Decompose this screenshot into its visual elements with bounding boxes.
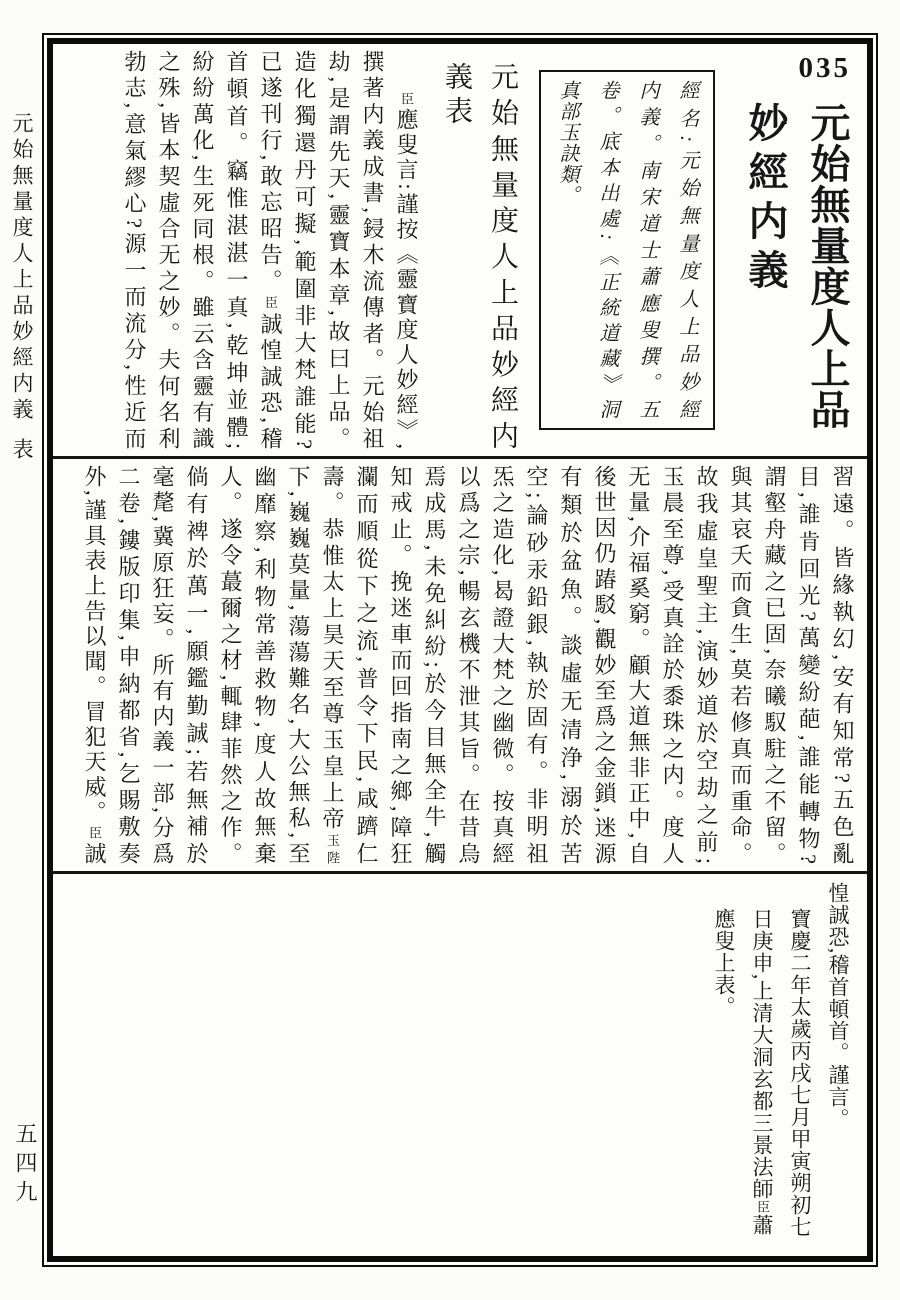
section-top <box>53 44 867 456</box>
text-serial-number: 035 <box>798 52 851 84</box>
column-text: 外,謹具表上告以聞。冒犯天威。 <box>82 465 107 826</box>
text-column <box>667 80 707 420</box>
small-annotation-char: 臣 <box>87 825 102 842</box>
column-text: 誠惶誠恐,稽 <box>258 312 283 450</box>
text-column <box>621 465 655 865</box>
text-column <box>519 465 553 865</box>
column-text: 内義。南宋道士蕭應叟撰。五 <box>636 80 658 420</box>
small-annotation-char: 臣 <box>399 92 414 109</box>
column-text: 誠 <box>82 842 107 865</box>
text-column <box>627 80 667 420</box>
text-column <box>117 50 151 450</box>
column-text: 謂壑舟藏之已固,奈曦馭駐之不留。 <box>762 465 787 865</box>
column-text: 劫,是謂先天,靈寶本章,故曰上品。 <box>326 50 351 450</box>
column-text: 應叟言:謹按《靈寶度人妙經》, <box>394 108 419 450</box>
section-bottom <box>53 874 867 1256</box>
column-text: 紛紛萬化,生死同根。雖云含靈有識 <box>190 50 215 450</box>
text-column <box>825 465 859 865</box>
text-column <box>77 465 111 865</box>
text-column <box>547 80 587 420</box>
column-text: 經名:元始無量度人上品妙經 <box>676 80 698 420</box>
small-annotation-char: 玉陛 <box>325 833 340 866</box>
column-text: 毫氂,冀原狂妄。所有内義一部,分爲 <box>150 465 175 865</box>
text-column <box>757 465 791 865</box>
text-column <box>321 50 355 450</box>
column-text: 下,巍巍莫量,蕩蕩難名,大公無私,至 <box>286 465 311 865</box>
text-column <box>587 465 621 865</box>
main-title-column-2: 妙經内義 <box>743 102 788 298</box>
main-title-column-1: 元始無量度人上品 <box>805 102 850 430</box>
column-text: 炁之造化,曷證大梵之幽微。按真經 <box>490 465 515 865</box>
column-text: 焉成馬,未免糾紛;於今目無全牛,觸 <box>422 465 447 865</box>
margin-title-suffix: 表 <box>10 438 34 464</box>
text-column <box>247 465 281 865</box>
column-text: 空;論砂汞鉛銀,執於固有。非明祖 <box>524 465 549 865</box>
text-column <box>389 50 423 450</box>
text-column <box>111 465 145 865</box>
text-column <box>349 465 383 865</box>
text-column <box>315 465 349 865</box>
text-column <box>655 465 689 865</box>
text-column <box>185 50 219 450</box>
text-column <box>145 465 179 865</box>
column-text: 勃志,意氣繆心?源一而流分,性近而 <box>122 50 147 450</box>
text-column <box>791 465 825 865</box>
column-text: 撰著内義成書,鋟木流傳者。元始祖 <box>360 50 385 450</box>
text-column <box>383 465 417 865</box>
column-text: 有類於盆魚。談虛无清浄,溺於苦 <box>558 465 583 865</box>
column-text: 幽靡察,利物常善救物,度人故無棄 <box>252 465 277 865</box>
section-heading-column-1: 元始無量度人上品妙經内 <box>487 62 518 450</box>
column-text: 蕭 <box>750 1214 774 1237</box>
text-column <box>355 50 389 450</box>
column-text: 真部玉訣類。 <box>556 80 578 206</box>
text-column <box>219 50 253 450</box>
text-column <box>553 465 587 865</box>
margin-running-title <box>7 112 37 464</box>
text-column <box>179 465 213 865</box>
column-text: 瀾而順從下之流,普令下民,咸躋仁 <box>354 465 379 865</box>
column-text: 習遠。皆緣執幻,安有知常?五色亂 <box>830 465 855 865</box>
page-border-frame <box>42 33 878 1267</box>
column-text: 後世因仍踳駁,觀妙至爲之金鎖,迷源 <box>592 465 617 865</box>
text-column <box>281 465 315 865</box>
column-text: 造化獨還丹可擬,範圍非大梵誰能? <box>292 50 317 450</box>
section-heading-column-2: 義表 <box>441 62 472 130</box>
text-column <box>743 882 781 1248</box>
page-number: 五四九 <box>13 1122 38 1209</box>
text-column <box>723 465 757 865</box>
column-text: 卷。底本出處:《正統道藏》洞 <box>596 80 618 420</box>
text-column <box>287 50 321 450</box>
text-column <box>417 465 451 865</box>
column-text: 故我虛皇聖主,演妙道於空劫之前; <box>694 465 719 865</box>
column-text: 知戒止。挽迷車而回指南之鄉,障狂 <box>388 465 413 865</box>
page-border-inner <box>47 38 873 1262</box>
margin-title-text: 元始無量度人上品妙經内義 <box>10 112 34 424</box>
column-text: 之殊,皆本契虛合无之妙。夫何名利 <box>156 50 181 450</box>
column-text: 應叟上表。 <box>712 908 736 1018</box>
column-text: 壽。恭惟太上昊天至尊玉皇上帝 <box>320 465 345 834</box>
text-column <box>253 50 287 450</box>
column-text: 已遂刊行,敢忘昭告。 <box>258 50 283 296</box>
text-column <box>705 882 743 1248</box>
small-annotation-char: 臣 <box>755 1200 770 1215</box>
text-column <box>587 80 627 420</box>
column-text: 玉晨至尊,受真詮於黍珠之内。度人 <box>660 465 685 865</box>
text-column <box>485 465 519 865</box>
text-column <box>689 465 723 865</box>
text-column <box>451 465 485 865</box>
small-annotation-char: 臣 <box>263 295 278 313</box>
column-text: 寶慶二年太歲丙戌七月甲寅朔初七 <box>788 908 812 1238</box>
text-column <box>819 882 857 1248</box>
column-text: 倘有裨於萬一,願鑑勤誠;若無補於 <box>184 465 209 865</box>
column-text: 與其哀夭而貪生,莫若修真而重命。 <box>728 465 753 865</box>
text-column <box>151 50 185 450</box>
text-column <box>213 465 247 865</box>
column-text: 以爲之宗,暢玄機不泄其旨。在昔烏 <box>456 465 481 865</box>
column-text: 人。遂令蕞爾之材,輒肆菲然之作。 <box>218 465 243 865</box>
column-text: 惶誠恐,稽首頓首。謹言。 <box>826 882 850 1131</box>
text-column <box>781 882 819 1248</box>
column-text: 二卷,鏤版印集,申納都省,乞賜敷奏 <box>116 465 141 865</box>
column-text: 无量,介福奚窮。顧大道無非正中,自 <box>626 465 651 865</box>
column-text: 目,誰肯回光?萬變紛葩,誰能轉物? <box>796 465 821 865</box>
column-text: 首頓首。竊惟湛湛一真,乾坤並體; <box>224 50 249 450</box>
top-text-block <box>117 50 423 450</box>
colophon-box <box>539 70 715 430</box>
column-text: 日庚申,上清大洞玄都三景法師 <box>750 908 774 1201</box>
section-middle <box>53 459 867 871</box>
